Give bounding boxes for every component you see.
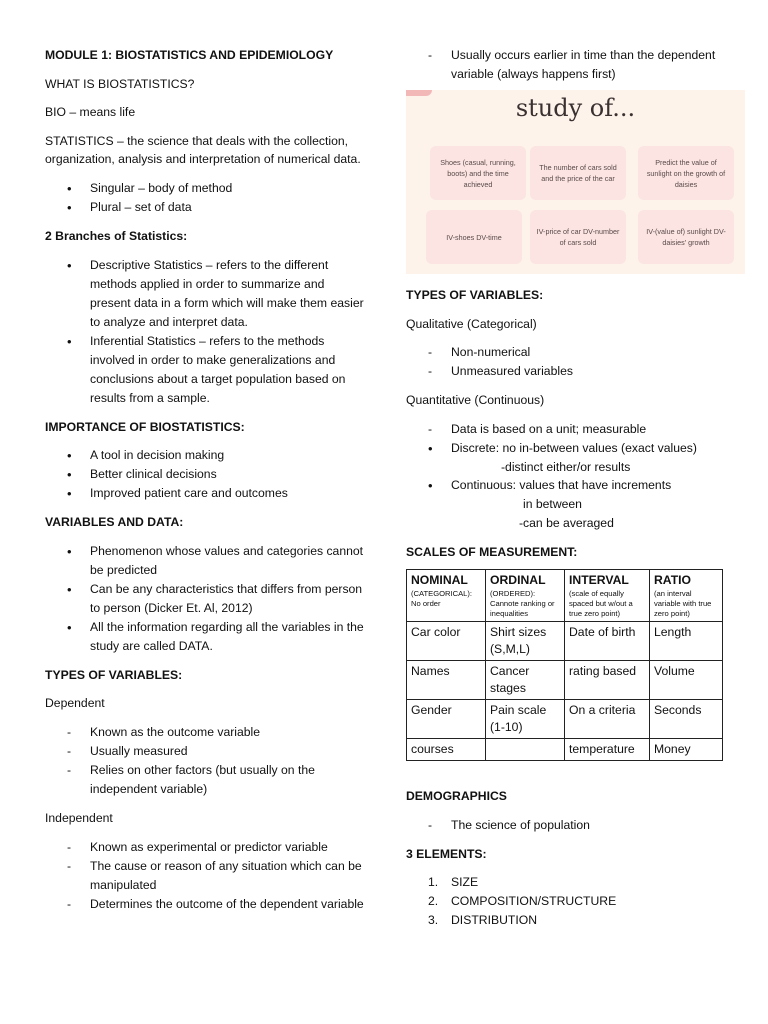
types-of-variables-heading-2: TYPES OF VARIABLES:	[406, 288, 544, 302]
qualitative-list	[406, 343, 746, 381]
types-of-variables-heading: TYPES OF VARIABLES:	[45, 667, 183, 682]
scales-table	[406, 569, 723, 761]
list-item: • Discrete: no in-between values (exact values)	[406, 439, 746, 458]
list-item: • Better clinical decisions	[45, 465, 367, 484]
branches-list	[45, 256, 367, 408]
header-sub: (ORDERED): Cannote ranking or inequalities	[490, 589, 555, 619]
dependent-label: Dependent	[45, 696, 105, 711]
table-cell: Names	[407, 661, 486, 700]
demographics-list	[406, 816, 746, 835]
singular-plural-list	[45, 179, 367, 217]
list-item: - Usually measured	[45, 742, 367, 761]
variables-data-list	[45, 542, 367, 656]
table-cell: courses	[407, 739, 486, 761]
table-cell: Gender	[407, 700, 486, 739]
list-text: SIZE	[451, 875, 479, 890]
list-item: - Non-numerical	[406, 343, 746, 362]
header-label: RATIO	[654, 573, 692, 588]
list-number: 2.	[428, 894, 439, 909]
table-row	[407, 700, 723, 739]
table-cell: temperature	[565, 739, 650, 761]
list-item: - Known as the outcome variable	[45, 723, 367, 742]
table-cell	[486, 739, 565, 761]
table-row	[407, 661, 723, 700]
study-card: IV-shoes DV-time	[426, 210, 522, 264]
list-item	[406, 892, 746, 911]
list-item: - Relies on other factors (but usually on the independent variable)	[45, 761, 367, 799]
table-header-cell	[486, 570, 565, 622]
list-item: • Inferential Statistics – refers to the methods involved in order to make generalizations and conclusions about a target population based on results from a sample.	[45, 332, 367, 408]
list-item: - Unmeasured variables	[406, 362, 746, 381]
table-cell: Pain scale (1-10)	[486, 700, 565, 739]
study-card: IV-(value of) sunlight DV-daisies' growth	[638, 210, 734, 264]
list-item: - The science of population	[406, 816, 746, 835]
elements-list	[406, 873, 746, 930]
header-sub: (an interval variable with true zero point)	[654, 589, 712, 619]
importance-list	[45, 446, 367, 503]
list-item: - Usually occurs earlier in time than the dependent variable (always happens first)	[406, 46, 746, 84]
continuous-list	[406, 476, 746, 495]
list-text: COMPOSITION/STRUCTURE	[451, 894, 617, 909]
list-item: • A tool in decision making	[45, 446, 367, 465]
study-card: The number of cars sold and the price of the car	[530, 146, 626, 200]
list-item: • Phenomenon whose values and categories cannot be predicted	[45, 542, 367, 580]
list-item: - Known as experimental or predictor variable	[45, 838, 367, 857]
quantitative-label: Quantitative (Continuous)	[406, 393, 545, 408]
table-cell: rating based	[565, 661, 650, 700]
left-column	[45, 0, 367, 914]
table-header-cell	[407, 570, 486, 622]
table-cell: Money	[650, 739, 723, 761]
branches-heading: 2 Branches of Statistics:	[45, 228, 188, 243]
table-header-row	[407, 570, 723, 622]
quantitative-list	[406, 420, 746, 439]
table-cell: Seconds	[650, 700, 723, 739]
study-card: Shoes (casual, running, boots) and the time achieved	[430, 146, 526, 200]
elements-heading: 3 ELEMENTS:	[406, 846, 487, 861]
importance-heading: IMPORTANCE OF BIOSTATISTICS:	[45, 419, 245, 434]
continuous-subtext-2: -can be averaged	[519, 515, 614, 530]
independent-label: Independent	[45, 810, 113, 825]
table-cell: On a criteria	[565, 700, 650, 739]
header-sub: (scale of equally spaced but w/out a true zero point)	[569, 589, 633, 619]
list-item: • Improved patient care and outcomes	[45, 484, 367, 503]
table-cell: Cancer stages	[486, 661, 565, 700]
table-header-cell	[650, 570, 723, 622]
variables-data-heading: VARIABLES AND DATA:	[45, 515, 184, 530]
list-item	[406, 911, 746, 930]
module-title: MODULE 1: BIOSTATISTICS AND EPIDEMIOLOGY	[45, 48, 334, 62]
list-item: • All the information regarding all the variables in the study are called DATA.	[45, 618, 367, 656]
demographics-heading: DEMOGRAPHICS	[406, 789, 507, 804]
table-cell: Length	[650, 622, 723, 661]
list-number: 1.	[428, 875, 439, 890]
header-sub: (CATEGORICAL): No order	[411, 589, 473, 609]
table-row	[407, 622, 723, 661]
list-item: - Determines the outcome of the dependent variable	[45, 895, 367, 914]
list-item: - The cause or reason of any situation which can be manipulated	[45, 857, 367, 895]
independent-list	[45, 838, 367, 914]
continuous-subtext-1: in between	[523, 497, 582, 512]
list-text: DISTRIBUTION	[451, 913, 537, 928]
quantitative-types-list	[406, 439, 746, 458]
continued-independent-list	[406, 46, 746, 84]
list-item: • Can be any characteristics that differs from person to person (Dicker Et. Al, 2012)	[45, 580, 367, 618]
study-card: Predict the value of sunlight on the growth of daisies	[638, 146, 734, 200]
list-item: - Data is based on a unit; measurable	[406, 420, 746, 439]
header-label: ORDINAL	[490, 573, 546, 588]
study-title: study of...	[515, 94, 636, 122]
discrete-subtext: -distinct either/or results	[501, 459, 631, 474]
table-cell: Date of birth	[565, 622, 650, 661]
bio-definition: BIO – means life	[45, 105, 136, 120]
list-item	[406, 873, 746, 892]
list-item: • Descriptive Statistics – refers to the different methods applied in order to summarize and present data in a form which will make them easier to analyze and interpret data.	[45, 256, 367, 332]
scales-heading: SCALES OF MEASUREMENT:	[406, 544, 578, 559]
table-header-cell	[565, 570, 650, 622]
list-item: • Continuous: values that have increments	[406, 476, 746, 495]
qualitative-label: Qualitative (Categorical)	[406, 316, 537, 331]
table-cell: Shirt sizes (S,M,L)	[486, 622, 565, 661]
header-label: INTERVAL	[569, 573, 629, 588]
table-cell: Car color	[407, 622, 486, 661]
right-column	[406, 0, 746, 930]
study-of-image	[406, 90, 745, 274]
list-item: • Plural – set of data	[45, 198, 367, 217]
what-is-heading: WHAT IS BIOSTATISTICS?	[45, 76, 195, 91]
dependent-list	[45, 723, 367, 799]
list-number: 3.	[428, 913, 439, 928]
study-card: IV-price of car DV-number of cars sold	[530, 210, 626, 264]
statistics-definition: STATISTICS – the science that deals with the collection, organization, analysis and interpretation of numerical data.	[45, 133, 361, 167]
header-label: NOMINAL	[411, 573, 468, 588]
list-item: • Singular – body of method	[45, 179, 367, 198]
table-row	[407, 739, 723, 761]
table-cell: Volume	[650, 661, 723, 700]
